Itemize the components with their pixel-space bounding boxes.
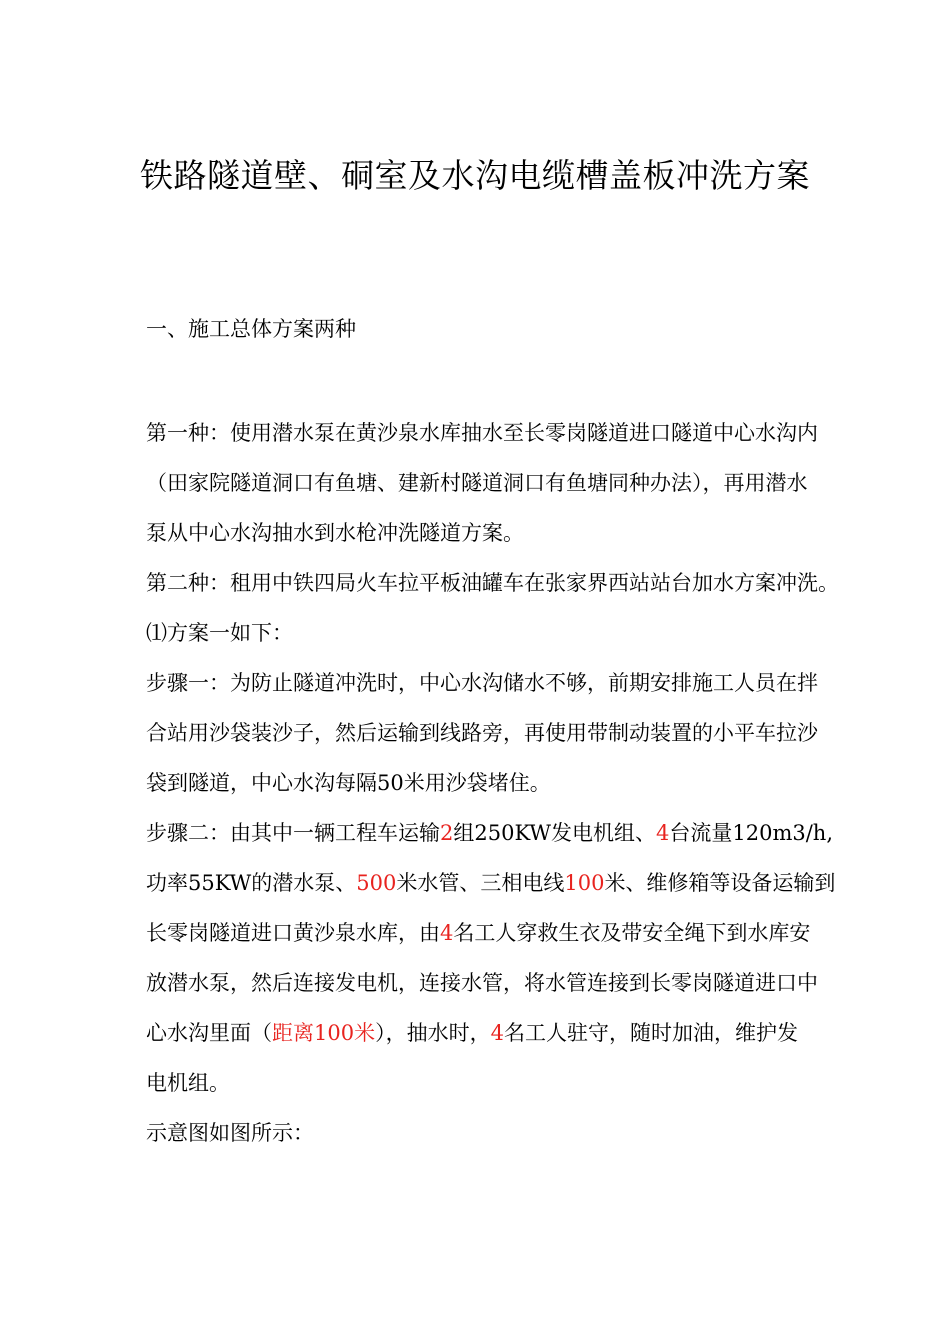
text-segment: 名工人驻守，随时加油，维护发 bbox=[503, 1021, 798, 1045]
text-segment: 步骤二：由其中一辆工程车运输 bbox=[146, 821, 440, 845]
text-segment: ⑴方案一如下： bbox=[146, 621, 293, 645]
text-segment: 长零岗隧道进口黄沙泉水库，由 bbox=[146, 921, 440, 945]
text-line-3 bbox=[146, 508, 866, 558]
text-line-10 bbox=[146, 858, 866, 908]
text-line-9 bbox=[146, 808, 866, 858]
body-text bbox=[146, 408, 866, 1158]
text-segment: 示意图如图所示： bbox=[146, 1121, 314, 1145]
text-segment: 第二种：租用中铁四局火车拉平板油罐车在张家界西站站台加水方案冲洗。 bbox=[146, 571, 839, 595]
text-segment: 放潜水泵，然后连接发电机，连接水管，将水管连接到长零岗隧道进口中 bbox=[146, 971, 818, 995]
text-segment: 步骤一：为防止隧道冲洗时，中心水沟储水不够，前期安排施工人员在拌 bbox=[146, 671, 818, 695]
text-line-5 bbox=[146, 608, 866, 658]
section-heading: 一、施工总体方案两种 bbox=[146, 317, 356, 341]
text-line-14 bbox=[146, 1058, 866, 1108]
highlighted-number: 4 bbox=[440, 921, 454, 945]
text-line-7 bbox=[146, 708, 866, 758]
text-segment: 组250KW发电机组、 bbox=[453, 821, 656, 845]
text-segment: 米水管、三相电线 bbox=[396, 871, 565, 895]
text-line-12 bbox=[146, 958, 866, 1008]
text-line-2 bbox=[146, 458, 866, 508]
text-segment: 心水沟里面（ bbox=[146, 1021, 272, 1045]
text-segment: 第一种：使用潜水泵在黄沙泉水库抽水至长零岗隧道进口隧道中心水沟内 bbox=[146, 421, 818, 445]
text-line-11 bbox=[146, 908, 866, 958]
highlighted-number: 500 bbox=[356, 871, 397, 895]
highlighted-number: 2 bbox=[440, 821, 454, 845]
highlighted-number: 4 bbox=[655, 821, 670, 845]
document-title: 铁路隧道壁、硐室及水沟电缆槽盖板冲洗方案 bbox=[140, 156, 810, 195]
text-segment: 电机组。 bbox=[146, 1071, 230, 1095]
text-segment: 台流量120m3/h, bbox=[669, 821, 833, 845]
highlighted-distance: 距离100米 bbox=[272, 1021, 376, 1045]
highlighted-number: 4 bbox=[490, 1021, 504, 1045]
text-line-6 bbox=[146, 658, 866, 708]
text-segment: 合站用沙袋装沙子，然后运输到线路旁，再使用带制动装置的小平车拉沙 bbox=[146, 721, 818, 745]
text-segment: 泵从中心水沟抽水到水枪冲洗隧道方案。 bbox=[146, 521, 524, 545]
text-line-13 bbox=[146, 1008, 866, 1058]
text-line-8 bbox=[146, 758, 866, 808]
text-segment: ），抽水时， bbox=[375, 1021, 491, 1045]
text-segment: 名工人穿救生衣及带安全绳下到水库安 bbox=[453, 921, 811, 945]
text-segment: 米、维修箱等设备运输到 bbox=[604, 871, 836, 895]
highlighted-number: 100 bbox=[564, 871, 605, 895]
text-segment: 袋到隧道，中心水沟每隔50米用沙袋堵住。 bbox=[146, 771, 551, 795]
text-line-4 bbox=[146, 558, 866, 608]
text-line-15 bbox=[146, 1108, 866, 1158]
text-line-1 bbox=[146, 408, 866, 458]
text-segment: 功率55KW的潜水泵、 bbox=[146, 871, 357, 895]
text-segment: （田家院隧道洞口有鱼塘、建新村隧道洞口有鱼塘同种办法），再用潜水 bbox=[146, 471, 808, 495]
